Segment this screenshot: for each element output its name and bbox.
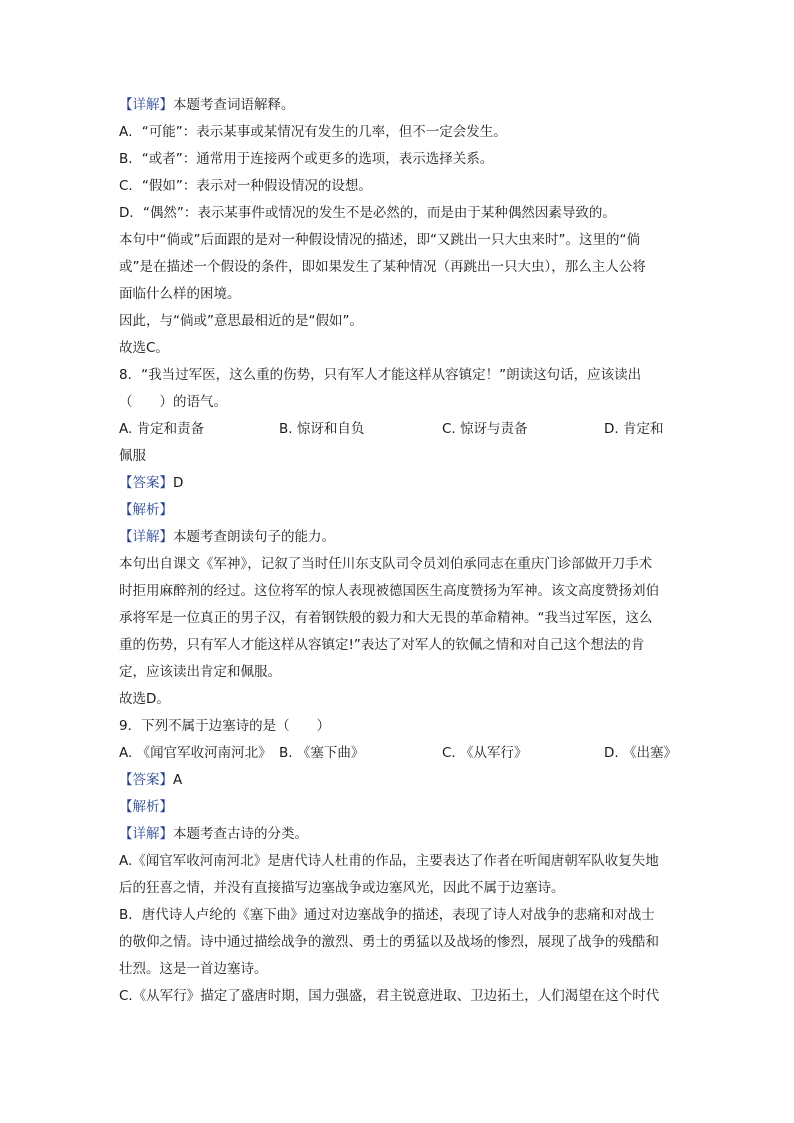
option-c: C. 惊讶与责备 [442, 421, 528, 437]
document-page [119, 92, 679, 1010]
option-explanation-c: C．“假如”：表示对一种假设情况的设想。 [119, 178, 372, 194]
answer-tag: 【答案】 [119, 772, 173, 788]
detail-tag: 【详解】 [119, 97, 173, 113]
question-9-options [119, 740, 679, 767]
analysis-line: B．唐代诗人卢纶的《塞下曲》通过对边塞战争的描述，表现了诗人对战争的悲痛和对战士 [119, 907, 655, 923]
detail-text: 本题考查朗读句子的能力。 [173, 529, 335, 545]
answer-value: D [173, 475, 184, 491]
analysis-line: 面临什么样的困境。 [119, 286, 241, 302]
detail-line [119, 821, 679, 848]
analysis-line: 或”是在描述一个假设的条件，即如果发生了某种情况（再跳出一只大虫），那么主人公将 [119, 259, 646, 275]
answer-line [119, 470, 679, 497]
analysis-line: 本句中“倘或”后面跟的是对一种假设情况的描述，即“又跳出一只大虫来时”。这里的“倘 [119, 232, 640, 248]
analysis-line: C.《从军行》描定了盛唐时期，国力强盛，君主锐意进取、卫边拓土，人们渴望在这个时代 [119, 988, 660, 1004]
answer-line [119, 767, 679, 794]
option-d: D. 肯定和 [604, 421, 664, 437]
analysis-line: A.《闻官军收河南河北》是唐代诗人杜甫的作品，主要表达了作者在听闻唐朝军队收复失地 [119, 853, 659, 869]
option-explanation-d: D．“偶然”：表示某事件或情况的发生不是必然的，而是由于某种偶然因素导致的。 [119, 205, 616, 221]
detail-text: 本题考查古诗的分类。 [173, 826, 308, 842]
detail-tag: 【详解】 [119, 826, 173, 842]
analysis-tag: 【解析】 [119, 502, 173, 518]
detail-text: 本题考查词语解释。 [173, 97, 295, 113]
option-d-wrap: 佩服 [119, 448, 146, 464]
question-8-stem-cont: （ ）的语气。 [119, 394, 227, 410]
question-8-options [119, 416, 679, 443]
analysis-line: 时拒用麻醉剂的经过。这位将军的惊人表现被德国医生高度赞扬为军神。该文高度赞扬刘伯 [119, 583, 659, 599]
option-b: B. 惊讶和自负 [279, 421, 365, 437]
option-explanation-a: A．“可能”：表示某事或某情况有发生的几率，但不一定会发生。 [119, 124, 507, 140]
option-a: A. 《闻官军收河南河北》 [119, 745, 272, 761]
option-explanation-b: B．“或者”：通常用于连接两个或更多的选项，表示选择关系。 [119, 151, 494, 167]
conclusion-line: 故选D。 [119, 691, 170, 707]
detail-tag: 【详解】 [119, 529, 173, 545]
analysis-line: 因此，与“倘或”意思最相近的是“假如”。 [119, 313, 363, 329]
analysis-line: 承将军是一位真正的男子汉，有着钢铁般的毅力和大无畏的革命精神。“我当过军医，这么 [119, 610, 653, 626]
answer-value: A [173, 772, 183, 788]
analysis-line: 重的伤势，只有军人才能这样从容镇定!”表达了对军人的钦佩之情和对自己这个想法的肯 [119, 637, 645, 653]
option-c: C. 《从军行》 [442, 745, 528, 761]
analysis-line: 定，应该读出肯定和佩服。 [119, 664, 281, 680]
detail-line [119, 92, 679, 119]
option-b: B. 《塞下曲》 [279, 745, 365, 761]
analysis-line: 后的狂喜之情，并没有直接描写边塞战争或边塞风光，因此不属于边塞诗。 [119, 880, 565, 896]
option-d: D. 《出塞》 [604, 745, 677, 761]
analysis-line: 的敬仰之情。诗中通过描绘战争的激烈、勇士的勇猛以及战场的惨烈，展现了战争的残酷和 [119, 934, 659, 950]
detail-line [119, 524, 679, 551]
analysis-line: 本句出自课文《军神》，记叙了当时任川东支队司令员刘伯承同志在重庆门诊部做开刀手术 [119, 556, 653, 572]
option-a: A. 肯定和责备 [119, 421, 205, 437]
answer-tag: 【答案】 [119, 475, 173, 491]
conclusion-line: 故选C。 [119, 340, 169, 356]
question-8-stem: 8．“我当过军医，这么重的伤势，只有军人才能这样从容镇定！”朗读这句话，应该读出 [119, 367, 642, 383]
question-9-stem: 9．下列不属于边塞诗的是（ ） [119, 718, 331, 734]
analysis-tag: 【解析】 [119, 799, 173, 815]
analysis-line: 壮烈。这是一首边塞诗。 [119, 961, 268, 977]
